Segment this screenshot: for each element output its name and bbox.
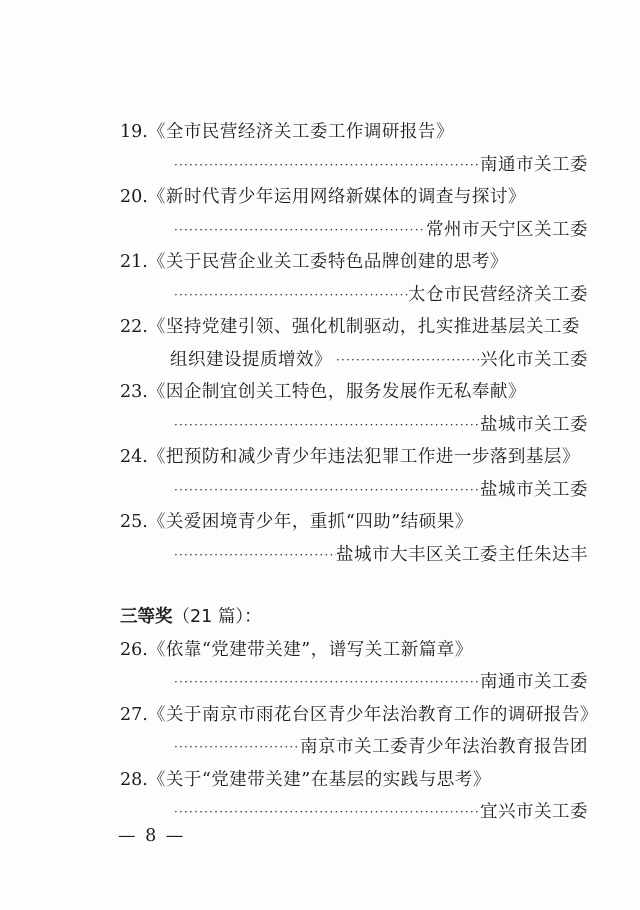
entry-title: 《坚持党建引领、强化机制驱动，扎实推进基层关工委 [147, 317, 580, 337]
list-item [120, 506, 588, 571]
leader-dots [170, 666, 480, 699]
list-item [120, 634, 588, 699]
list-item [120, 246, 588, 311]
entry-title: 《把预防和减少青少年违法犯罪工作进一步落到基层》 [147, 447, 580, 467]
leader-dots [170, 279, 408, 312]
entry-organization: 宜兴市关工委 [480, 802, 588, 822]
entry-organization: 盐城市关工委 [480, 414, 588, 435]
section-count: （21 篇）： [172, 607, 262, 627]
leader-dots [170, 474, 480, 507]
entry-number: 27. [120, 704, 148, 725]
entry-organization: 南通市关工委 [480, 672, 588, 692]
list-item [120, 181, 588, 246]
entry-number: 21. [120, 252, 148, 272]
entry-title: 《关爱困境青少年，重抓“四助”结硕果》 [147, 512, 473, 532]
entry-number: 28. [120, 769, 148, 790]
entry-title: 《依靠“党建带关建”，谱写关工新篇章》 [147, 639, 473, 660]
award-list [120, 116, 598, 829]
list-item [120, 311, 588, 376]
leader-dots [170, 731, 300, 764]
entry-organization: 兴化市关工委 [480, 349, 588, 370]
entry-number: 20. [120, 187, 148, 207]
entry-title-continued: 组织建设提质增效》 [170, 349, 332, 370]
leader-dots [170, 796, 480, 829]
entry-organization: 盐城市大丰区关工委主任朱达丰 [336, 544, 588, 565]
section-label: 三等奖 [120, 607, 173, 627]
list-item [120, 376, 588, 441]
entry-title: 《全市民营经济关工委工作调研报告》 [147, 122, 454, 142]
leader-dots [170, 149, 480, 182]
entry-title: 《因企制宜创关工特色，服务发展作无私奉献》 [147, 382, 526, 402]
leader-dots [170, 539, 336, 572]
entry-number: 24. [120, 447, 148, 467]
section-heading [120, 601, 588, 634]
entry-organization: 太仓市民营经济关工委 [408, 284, 588, 305]
entry-title: 《关于南京市雨花台区青少年法治教育工作的调研报告》 [147, 704, 598, 725]
entry-title: 《新时代青少年运用网络新媒体的调查与探讨》 [147, 187, 526, 207]
entry-organization: 盐城市关工委 [480, 479, 588, 500]
entry-number: 22. [120, 317, 148, 337]
entry-organization: 南京市关工委青少年法治教育报告团 [300, 737, 588, 757]
leader-dots [170, 214, 426, 247]
list-item [120, 116, 588, 181]
entry-title: 《关于“党建带关建”在基层的实践与思考》 [147, 769, 491, 790]
entry-number: 25. [120, 512, 148, 532]
entry-title: 《关于民营企业关工委特色品牌创建的思考》 [147, 252, 508, 272]
list-item [120, 441, 588, 506]
page-number: — 8 — [118, 826, 186, 846]
entry-number: 23. [120, 382, 148, 402]
leader-dots [170, 409, 480, 442]
list-item [120, 699, 598, 764]
entry-organization: 常州市天宁区关工委 [426, 219, 588, 240]
entry-number: 19. [120, 122, 148, 142]
entry-number: 26. [120, 639, 148, 660]
leader-dots [332, 344, 480, 377]
entry-organization: 南通市关工委 [480, 154, 588, 175]
list-item [120, 764, 588, 829]
